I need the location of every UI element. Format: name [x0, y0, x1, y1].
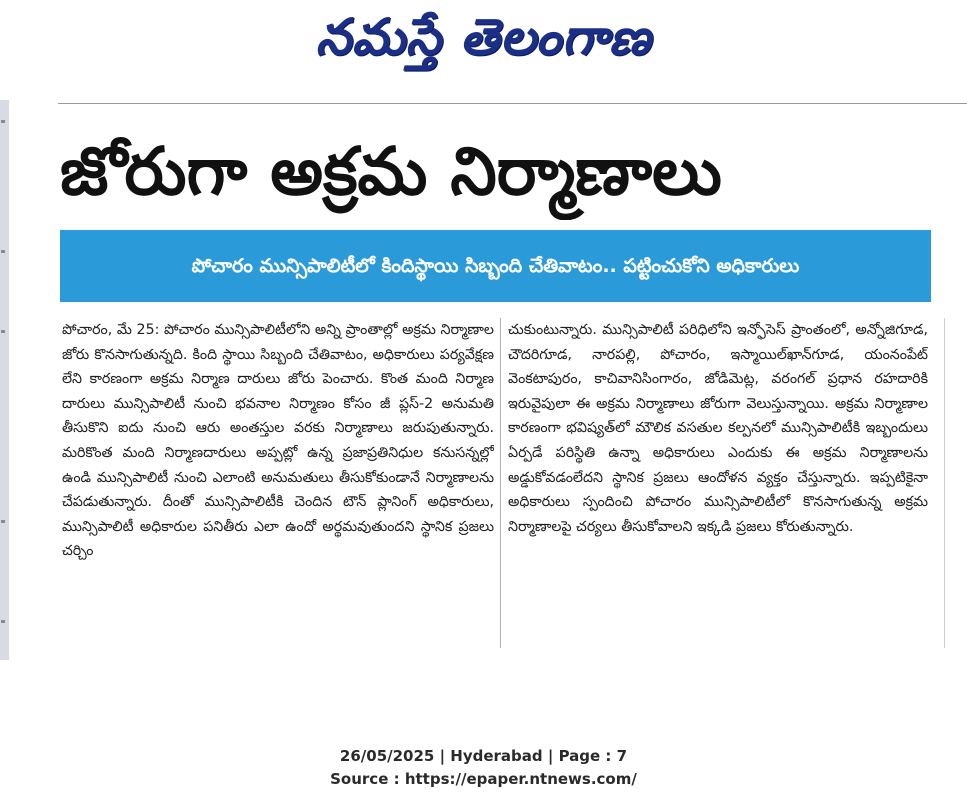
column-end-rule [944, 318, 945, 648]
masthead-divider [58, 103, 967, 104]
article-headline: జోరుగా అక్రమ నిర్మాణాలు [60, 133, 722, 210]
article-body-right-column: చుకుంటున్నారు. మున్సిపాలిటీ పరిధిలోని ఇన్ఫోసెస్ ప్రాంతంలో, అన్నోజిగూడ, చౌదరిగూడ, నారపల్లి, పోచారం, ఇస్మాయిల్‌ఖాన్‌గూడ, యంనంపేట్ వెంకటాపురం, కాచివానిసింగారం, జోడిమెట్ల, వరంగల్ ప్రధాన రహదారికి ఇరువైపులా ఈ అక్రమ నిర్మాణాలు జోరుగా వెలుస్తున్నాయి. అక్రమ నిర్మాణాల కారణంగా భవిష్యత్‌లో మౌలిక వసతుల కల్పనలో మున్సిపాలిటీకి ఇబ్బందులు ఏర్పడే పరిస్థితి ఉన్నా అధికారులు ఎందుకు ఈ అక్రమ నిర్మాణాలను అడ్డుకోవడంలేదని స్థానిక ప్రజలు ఆందోళన వ్యక్తం చేస్తున్నారు. ఇప్పటికైనా అధికారులు స్పందించి పోచారం మున్సిపాలిటీలో కొనసాగుతున్న అక్రమ నిర్మాణాలపై చర్యలు తీసుకోవాలని ఇక్కడి ప్రజలు కోరుతున్నారు. [508, 322, 928, 535]
subheadline-band [60, 230, 931, 302]
footer-date-page: 26/05/2025 | Hyderabad | Page : 7 [339, 747, 628, 765]
masthead-logo: నమస్తే తెలంగాణ [315, 8, 652, 66]
newspaper-masthead [0, 0, 967, 80]
footer-source: Source : https://epaper.ntnews.com/ [330, 770, 637, 788]
article-subheadline: పోచారం మున్సిపాలిటీలో కిందిస్థాయి సిబ్బంది చేతివాటం.. పట్టించుకోని అధికారులు [191, 255, 800, 277]
page-edge-strip [0, 100, 9, 660]
article-body-left-column: పోచారం, మే 25: పోచారం మున్సిపాలిటీలోని అన్ని ప్రాంతాల్లో అక్రమ నిర్మాణాల జోరు కొనసాగుతున్నది. కింది స్థాయి సిబ్బంది చేతివాటం, అధికారులు పర్యవేక్షణ లేని కారణంగా అక్రమ నిర్మాణ దారులు జోరు పెంచారు. కొంత మంది నిర్మాణ దారులు మున్సిపాలిటీ నుంచి భవనాల నిర్మాణం కోసం జీ ప్లస్-2 అనుమతి తీసుకొని ఐదు నుంచి ఆరు అంతస్తుల వరకు నిర్మాణాలు జరుపుతున్నారు. మరికొంత మంది నిర్మాణదారులు అప్పట్లో ఉన్న ప్రజాప్రతినిధుల కనుసన్నల్లో ఉండి మున్సిపాలిటీ నుంచి ఎలాంటి అనుమతులు తీసుకోకుండానే నిర్మాణాలను చేపడుతున్నారు. దీంతో మున్సిపాలిటీకి చెందిన టౌన్ ప్లానింగ్ అధికారులు, మున్సిపాలిటీ అధికారుల పనితీరు ఎలా ఉందో అర్థమవుతుందని స్థానిక ప్రజలు చర్చిం [62, 322, 494, 560]
column-divider [500, 318, 501, 648]
